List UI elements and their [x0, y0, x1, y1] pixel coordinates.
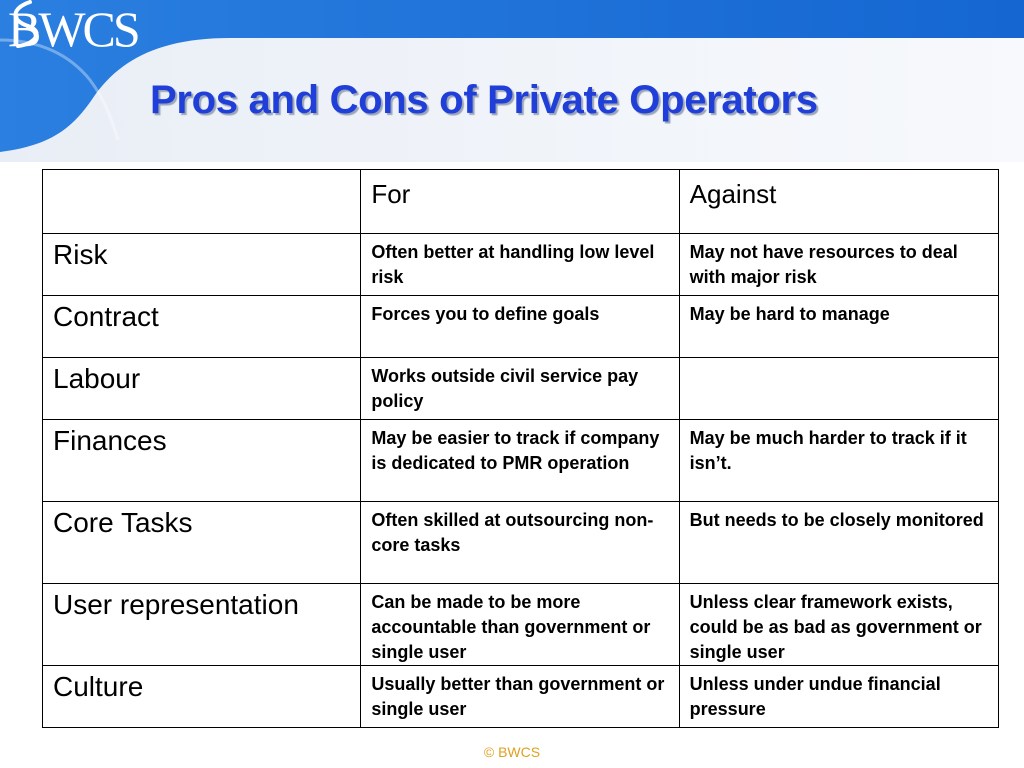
row-label: Labour: [53, 363, 141, 394]
row-label: User representation: [53, 589, 299, 620]
against-cell: Unless under undue financial pressure: [689, 674, 941, 719]
for-cell: Often skilled at outsourcing non-core tasks: [371, 510, 654, 555]
for-cell: Usually better than government or single user: [371, 674, 665, 719]
for-cell: Forces you to define goals: [371, 304, 600, 324]
for-cell: Works outside civil service pay policy: [371, 366, 639, 411]
logo-swirl-icon: [0, 0, 60, 50]
page-title: Pros and Cons of Private Operators: [150, 78, 818, 122]
for-cell: Can be made to be more accountable than government or single user: [371, 592, 651, 662]
against-cell: May not have resources to deal with major risk: [689, 242, 958, 287]
row-label: Contract: [53, 301, 159, 332]
header-cell-for: For: [361, 170, 679, 234]
for-cell: May be easier to track if company is dedicated to PMR operation: [371, 428, 660, 473]
row-label: Culture: [53, 671, 144, 702]
table-row: [43, 358, 999, 420]
row-label: Risk: [53, 239, 108, 270]
against-cell: May be much harder to track if it isn’t.: [689, 428, 967, 473]
row-label: Finances: [53, 425, 167, 456]
against-cell: [680, 358, 998, 364]
copyright-footer: © BWCS: [483, 744, 541, 760]
table-row: [43, 584, 999, 666]
table-row: [43, 502, 999, 584]
table-header-row: [43, 170, 999, 234]
header-cell-against: Against: [679, 170, 998, 234]
against-cell: But needs to be closely monitored: [689, 510, 984, 530]
table-row: [43, 666, 999, 728]
against-cell: Unless clear framework exists, could be as bad as government or single user: [689, 592, 982, 662]
table-row: [43, 420, 999, 502]
row-label: Core Tasks: [53, 507, 193, 538]
brand-logo: BWCS: [8, 1, 138, 57]
table-row: [43, 296, 999, 358]
against-cell: May be hard to manage: [689, 304, 890, 324]
pros-cons-table: [42, 169, 999, 728]
for-cell: Often better at handling low level risk: [371, 242, 655, 287]
header-cell-empty: [43, 170, 361, 234]
table-row: [43, 234, 999, 296]
